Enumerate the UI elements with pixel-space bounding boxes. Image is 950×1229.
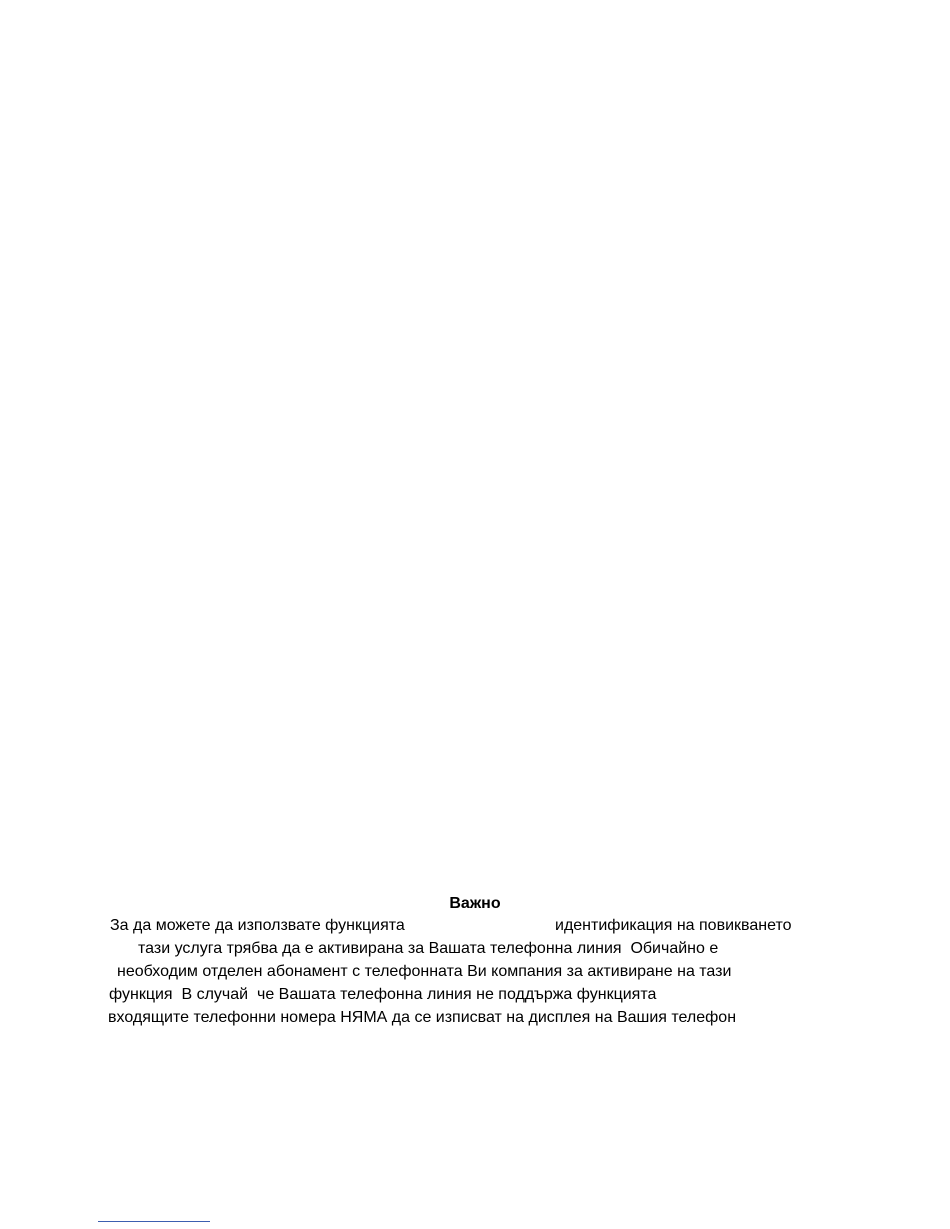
notice-line-1-start: За да можете да използвате функцията xyxy=(110,917,405,934)
notice-line-3: необходим отделен абонамент с телефонната Ви компания за активиране на тази xyxy=(117,963,732,980)
notice-line-5: входящите телефонни номера НЯМА да се изписват на дисплея на Вашия телефон xyxy=(108,1009,737,1026)
notice-heading: Важно xyxy=(449,895,501,912)
notice-line-2: тази услуга трябва да е активирана за Вашата телефонна линия Обичайно е xyxy=(138,940,719,957)
footnote-separator xyxy=(98,1221,210,1222)
notice-line-1-end: идентификация на повикването xyxy=(555,917,792,934)
notice-line-4: функция В случай че Вашата телефонна линия не поддържа функцията xyxy=(109,986,657,1003)
